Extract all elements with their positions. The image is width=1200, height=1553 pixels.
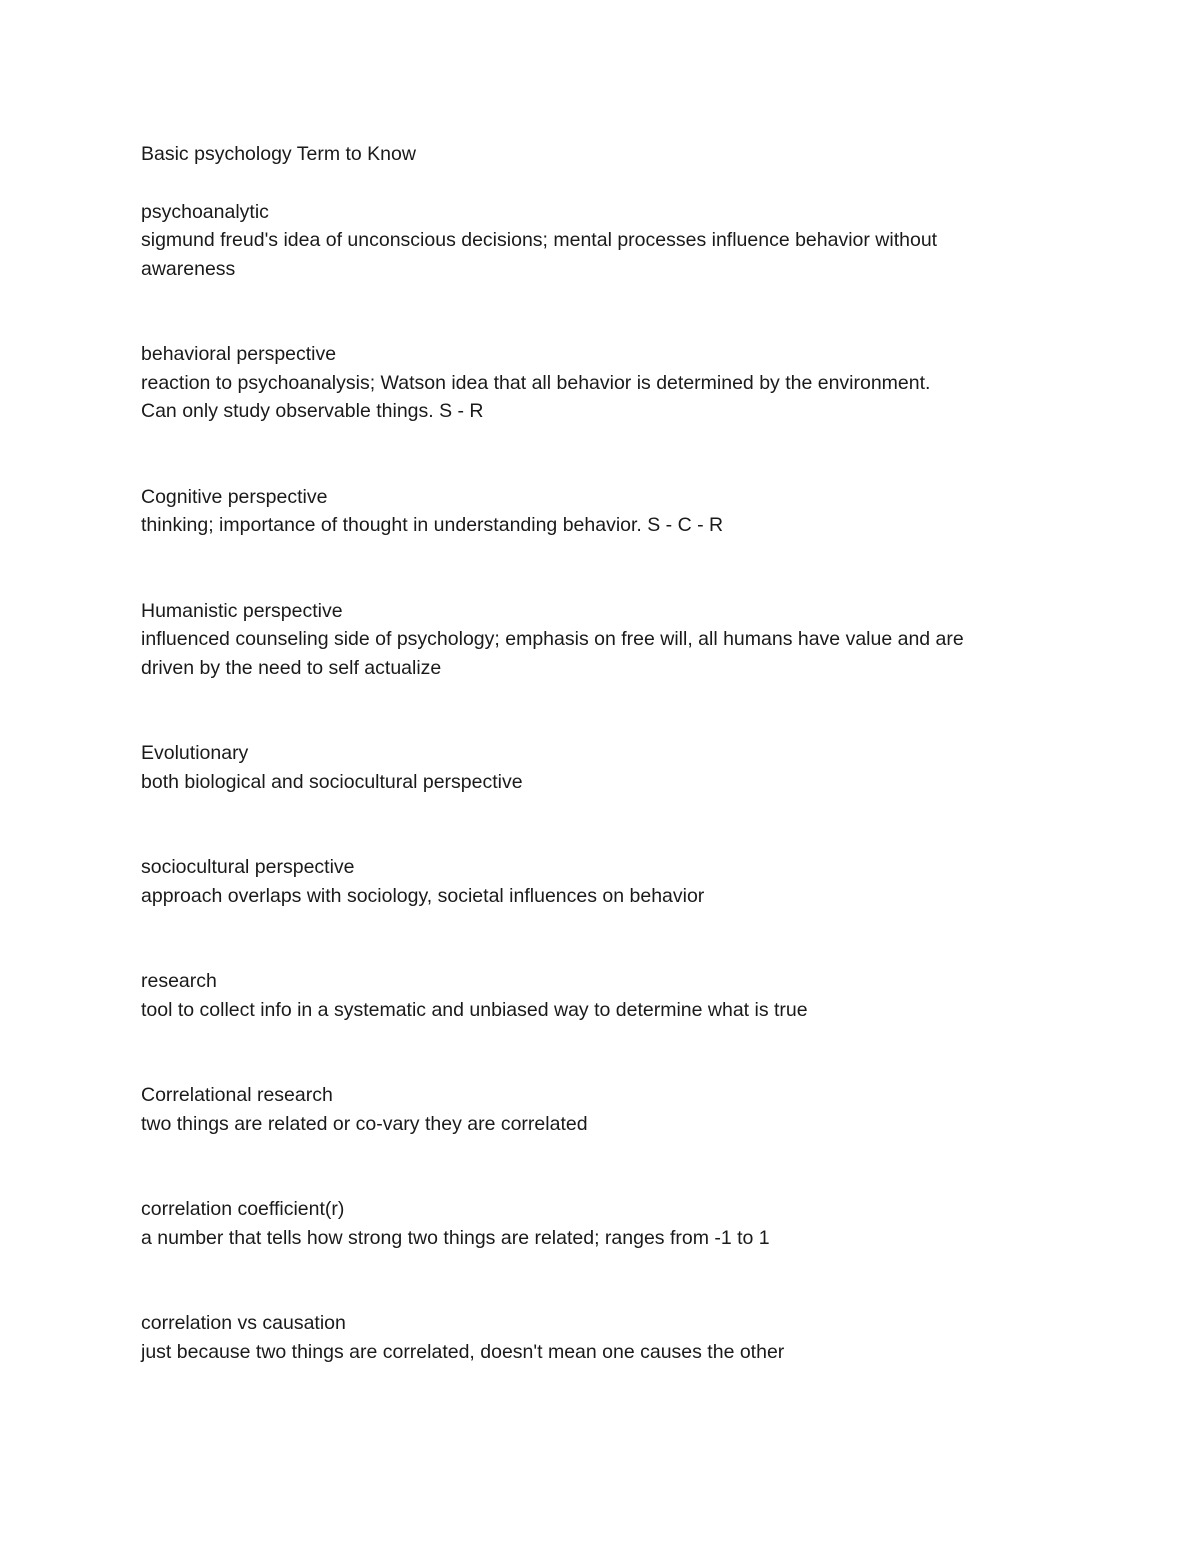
term-definition: two things are related or co-vary they are correlated	[141, 1112, 588, 1135]
term-entry-humanistic-perspective	[141, 597, 1081, 683]
term-definition: influenced counseling side of psychology; emphasis on free will, all humans have value and are driven by the need to self actualize	[141, 628, 964, 679]
term-definition: thinking; importance of thought in understanding behavior. S - C - R	[141, 514, 724, 536]
term-name: research	[141, 970, 217, 992]
term-name: behavioral perspective	[141, 343, 337, 365]
term-name: psychoanalytic	[141, 200, 269, 223]
term-name: correlation coefficient(r)	[141, 1198, 345, 1220]
term-definition: both biological and sociocultural perspective	[141, 770, 523, 793]
term-definition: a number that tells how strong two things are related; ranges from -1 to 1	[141, 1226, 770, 1249]
term-definition: reaction to psychoanalysis; Watson idea that all behavior is determined by the environment. Can only study observable things. S - R	[141, 371, 931, 422]
term-entry-correlational-research	[141, 1081, 1081, 1138]
term-name: Evolutionary	[141, 742, 249, 764]
document-body	[141, 140, 1081, 1423]
term-entry-cognitive-perspective	[141, 483, 1081, 540]
term-name: correlation vs causation	[141, 1312, 346, 1334]
term-name: Correlational research	[141, 1084, 333, 1106]
term-entry-correlation-coefficient	[141, 1195, 1081, 1252]
term-entry-research	[141, 967, 1081, 1024]
term-definition: sigmund freud's idea of unconscious decisions; mental processes influence behavior without awareness	[141, 229, 938, 280]
term-entry-correlation-vs-causation	[141, 1309, 1081, 1366]
term-entry-behavioral-perspective	[141, 340, 1081, 426]
term-entry-sociocultural-perspective	[141, 853, 1081, 910]
term-entry-psychoanalytic	[141, 198, 1081, 284]
term-entry-evolutionary	[141, 739, 1081, 796]
term-definition: just because two things are correlated, doesn't mean one causes the other	[141, 1340, 785, 1363]
document-title: Basic psychology Term to Know	[141, 143, 416, 165]
term-name: Cognitive perspective	[141, 485, 328, 508]
term-definition: tool to collect info in a systematic and unbiased way to determine what is true	[141, 998, 808, 1021]
term-name: Humanistic perspective	[141, 599, 343, 622]
term-definition: approach overlaps with sociology, societal influences on behavior	[141, 884, 705, 907]
term-name: sociocultural perspective	[141, 856, 355, 878]
